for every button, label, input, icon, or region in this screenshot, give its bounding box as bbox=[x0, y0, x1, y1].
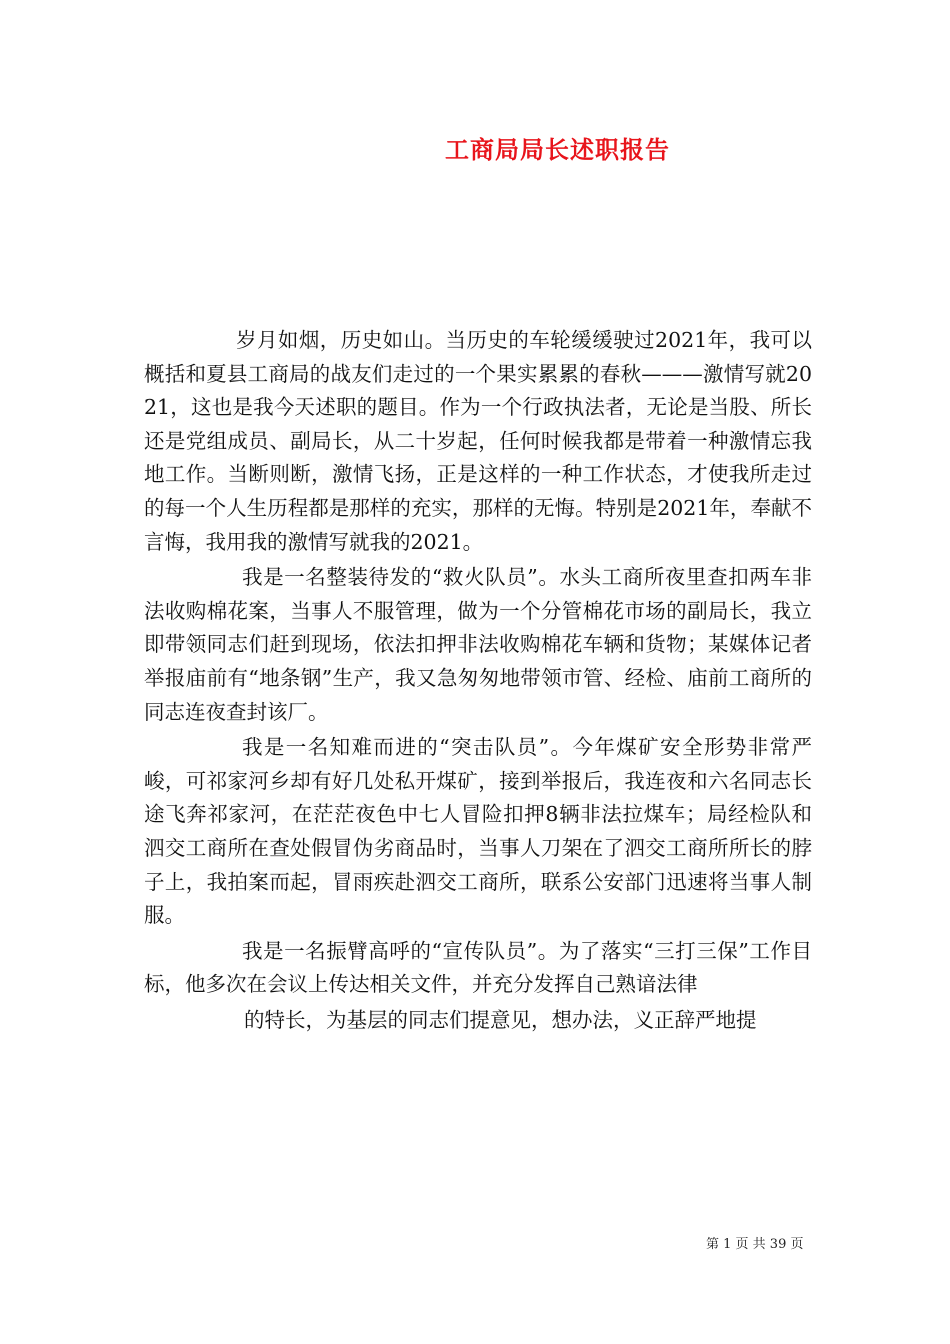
paragraph-publicity-team: 我是一名振臂高呼的“宣传队员”。为了落实“三打三保”工作目标，他多次在会议上传达相关文件，并充分发挥自己熟谙法律 bbox=[144, 938, 812, 997]
page-title: 工商局局长述职报告 bbox=[445, 135, 670, 164]
page-number: 第 1 页 共 39 页 bbox=[706, 1237, 804, 1252]
paragraph-assault-team: 我是一名知难而进的“突击队员”。今年煤矿安全形势非常严峻，可祁家河乡却有好几处私开煤矿，接到举报后，我连夜和六名同志长途飞奔祁家河，在茫茫夜色中七人冒险扣押8辆非法拉煤车；局经检队和泗交工商所在查处假冒伪劣商品时，当事人刀架在了泗交工商所所长的脖子上，我拍案而起，冒雨疾赴泗交工商所，联系公安部门迅速将当事人制服。 bbox=[144, 735, 812, 928]
paragraph-continuation: 的特长，为基层的同志们提意见，想办法，义正辞严地提 bbox=[244, 1007, 757, 1032]
paragraph-fire-brigade: 我是一名整装待发的“救火队员”。水头工商所夜里查扣两车非法收购棉花案，当事人不服管理，做为一个分管棉花市场的副局长，我立即带领同志们赶到现场，依法扣押非法收购棉花车辆和货物；某媒体记者举报庙前有“地条钢”生产，我又急匆匆地带领市管、经检、庙前工商所的同志连夜查封该厂。 bbox=[144, 565, 812, 724]
paragraph-intro: 岁月如烟，历史如山。当历史的车轮缓缓驶过2021年，我可以概括和夏县工商局的战友们走过的一个果实累累的春秋———激情写就2021，这也是我今天述职的题目。作为一个行政执法者，无论是当股、所长还是党组成员、副局长，从二十岁起，任何时候我都是带着一种激情忘我地工作。当断则断，激情飞扬，正是这样的一种工作状态，才使我所走过的每一个人生历程都是那样的充实，那样的无悔。特别是2021年，奉献不言悔，我用我的激情写就我的2021。 bbox=[144, 328, 812, 554]
document-body bbox=[144, 324, 812, 1039]
